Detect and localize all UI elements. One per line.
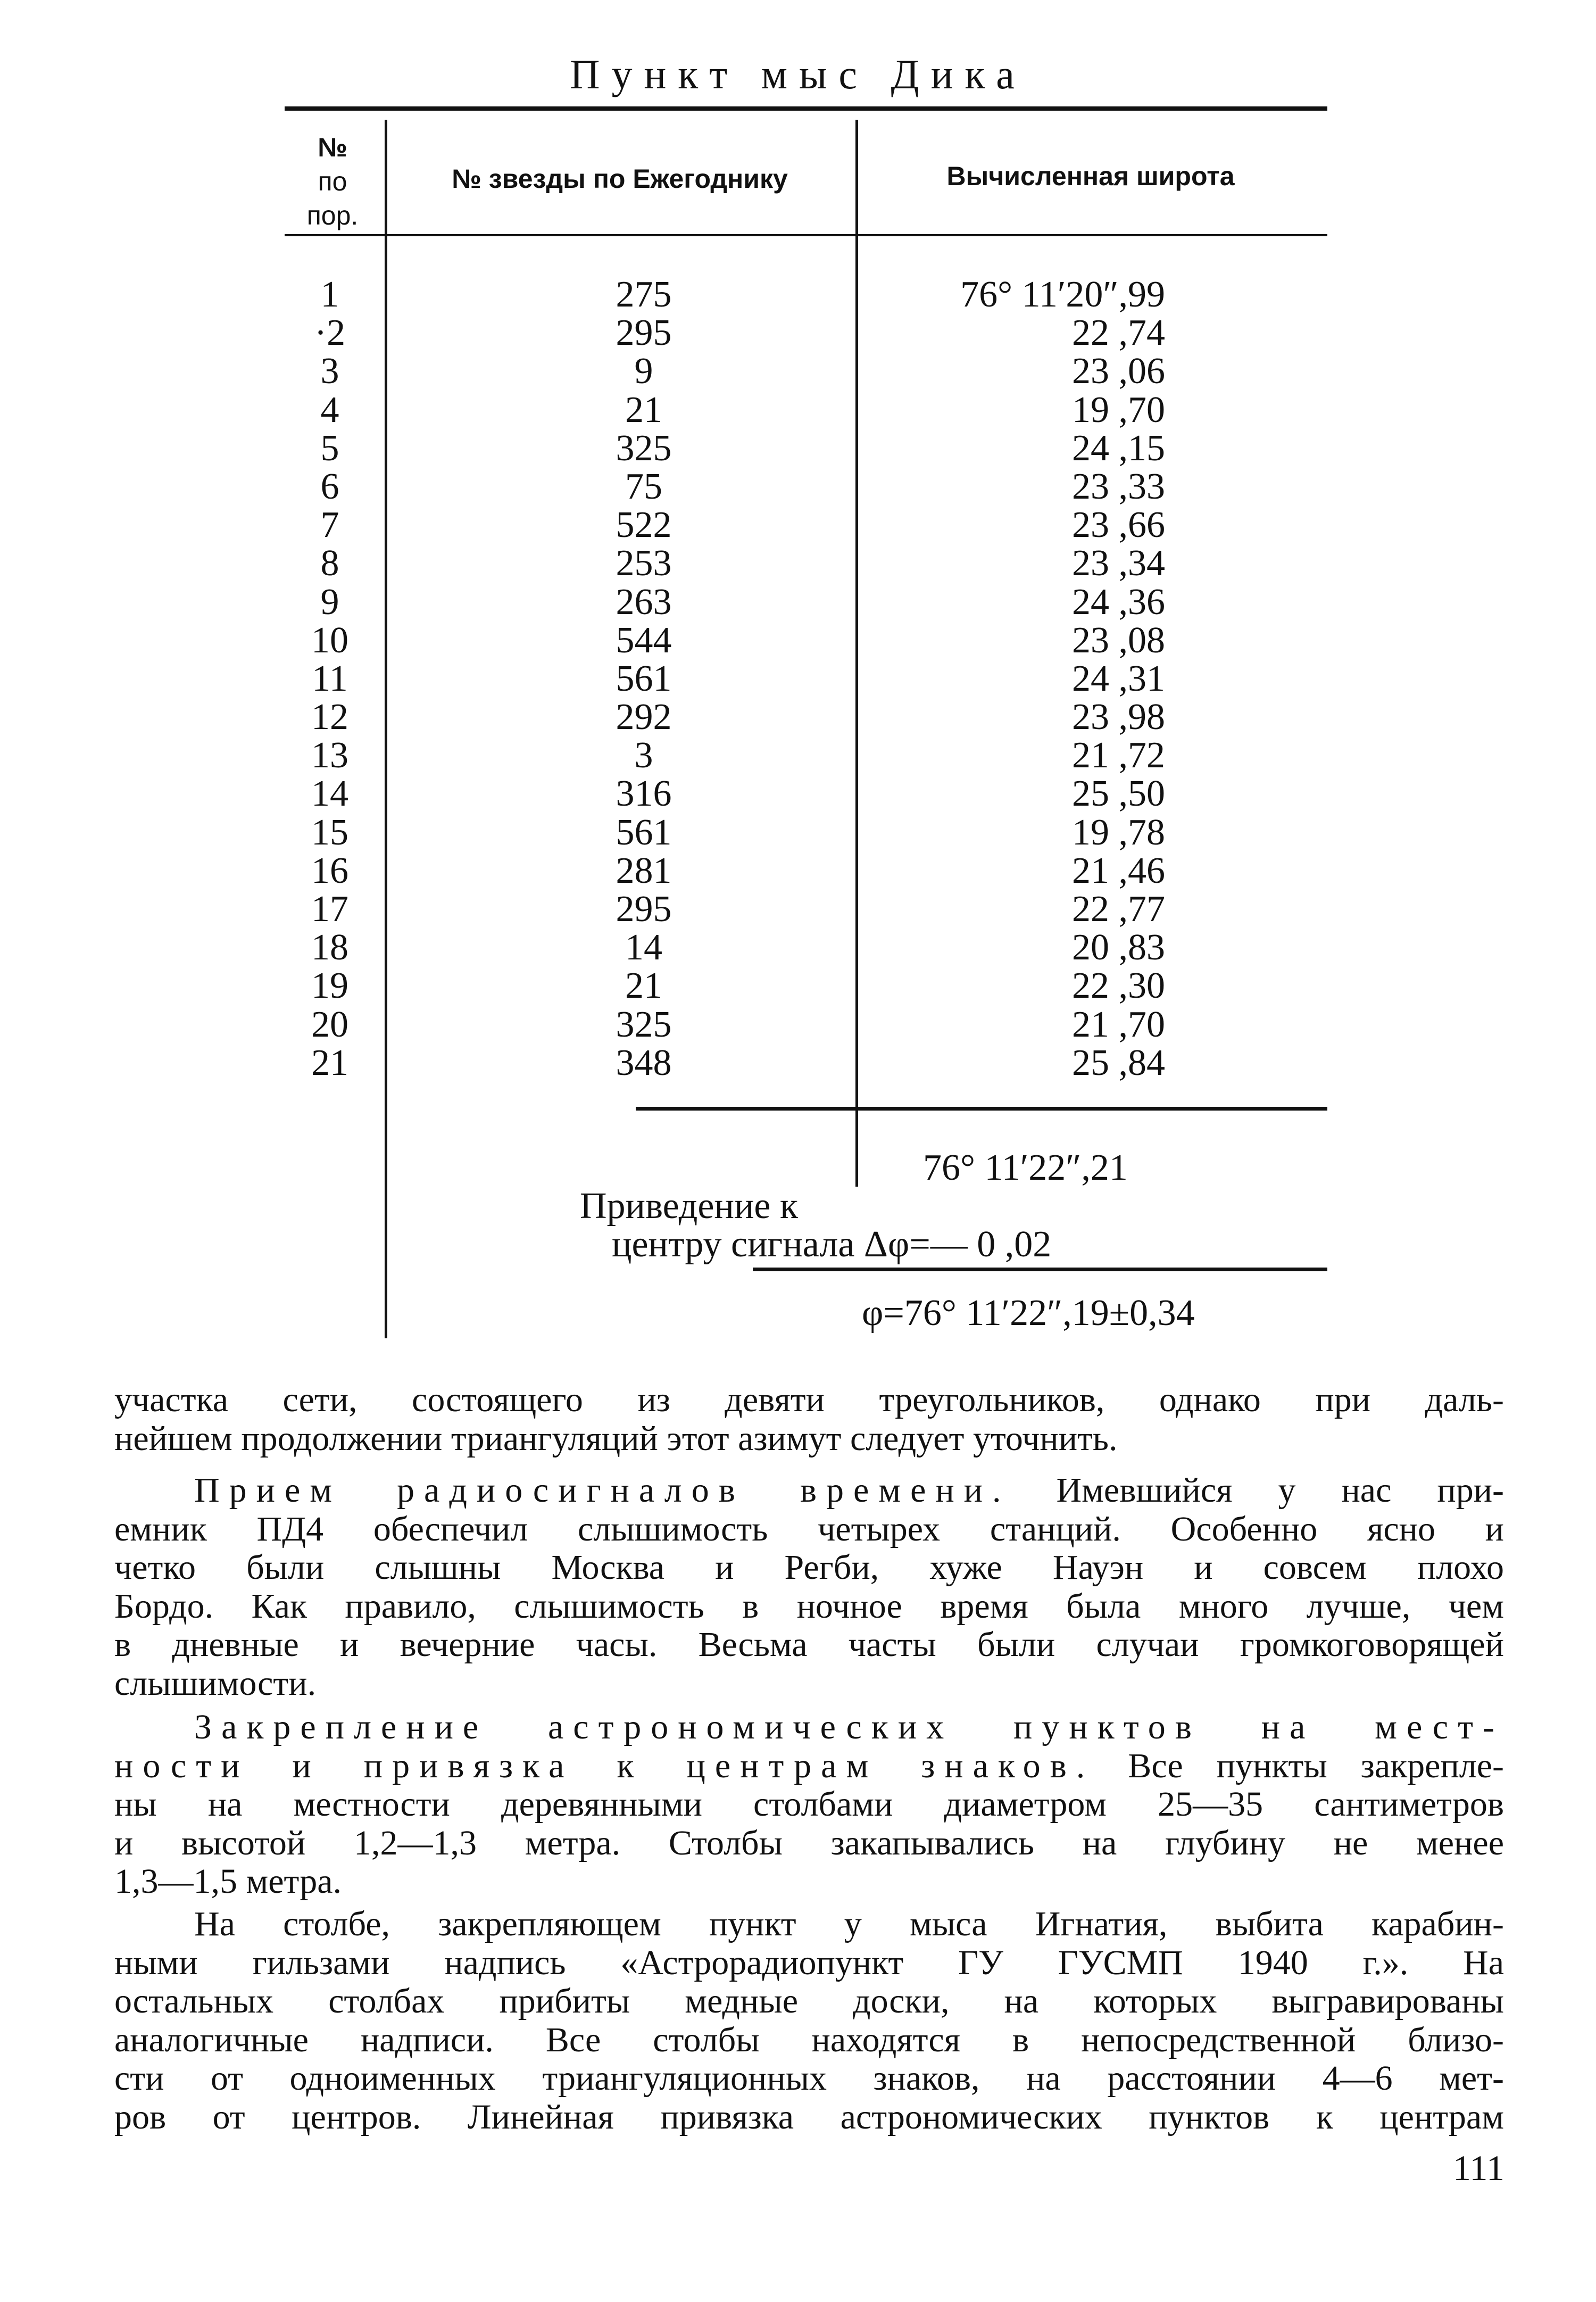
row-number: 3 [320, 351, 339, 392]
star-number: 561 [616, 812, 672, 853]
row-number: 10 [311, 619, 348, 661]
column-row-numbers [287, 276, 372, 1082]
table-top-rule [285, 106, 1327, 111]
reduction-label: Приведение к [580, 1186, 798, 1227]
star-number: 325 [616, 1004, 672, 1045]
latitude-value: 20 ,83 [1072, 927, 1165, 968]
row-number: 14 [311, 773, 348, 815]
table-title: Пункт мыс Дика [570, 51, 1026, 97]
row-number: 9 [320, 581, 339, 623]
header-num [287, 130, 378, 233]
row-number: 19 [311, 965, 348, 1007]
text-line: емник ПД4 обеспечил слышимость четырех станций. Особенно ясно и [114, 1509, 1504, 1549]
latitude-value: 25 ,50 [1072, 773, 1165, 815]
page-number: 111 [1453, 2148, 1504, 2188]
star-number: 281 [616, 850, 672, 891]
col-divider-1 [385, 120, 387, 1338]
section-heading-radio: Прием радиосигналов времени. [194, 1471, 1011, 1510]
paragraph-pillars [114, 1905, 1504, 2137]
row-number: 1 [320, 274, 339, 315]
latitude-value: 21 ,72 [1072, 735, 1165, 776]
text-line: в дневные и вечерние часы. Весьма часты были случаи громкоговорящей [114, 1625, 1504, 1664]
text-line: слышимости. [114, 1663, 317, 1703]
star-number: 275 [616, 274, 672, 315]
star-number: 292 [616, 697, 672, 738]
latitude-value: 23 ,34 [1072, 543, 1165, 584]
latitude-value: 19 ,78 [1072, 812, 1165, 853]
latitude-value: 76° 11′20″,99 [960, 274, 1165, 315]
header-star: № звезды по Ежегоднику [452, 164, 788, 194]
row-number: 4 [320, 389, 339, 430]
row-number: 20 [311, 1004, 348, 1045]
star-number: 522 [616, 504, 672, 546]
star-number: 295 [616, 889, 672, 930]
header-num-line3: пор. [306, 201, 359, 230]
text-line: 1,3—1,5 метра. [114, 1862, 342, 1901]
final-latitude: φ=76° 11′22″,19±0,34 [862, 1293, 1195, 1334]
star-number: 561 [616, 658, 672, 699]
star-number: 3 [634, 735, 653, 776]
paragraph-1 [114, 1381, 1504, 1458]
text-fragment: Все пункты закрепле- [1128, 1746, 1504, 1785]
text-line: нейшем продолжении триангуляций этот азимут следует уточнить. [114, 1419, 1118, 1458]
paragraph-radio-signals [114, 1471, 1504, 1703]
text-line: На столбе, закрепляющем пункт у мыса Игнатия, выбита карабин- [194, 1904, 1504, 1943]
text-line: Бордо. Как правило, слышимость в ночное время была много лучше, чем [114, 1586, 1504, 1626]
latitude-value: 23 ,08 [1072, 619, 1165, 661]
section-heading-fixing-1: Закрепление астрономических пунктов на мест- [194, 1708, 1504, 1746]
latitude-value: 23 ,98 [1072, 697, 1165, 738]
text-line: сти от одноименных триангуляционных знаков, на расстоянии 4—6 мет- [114, 2059, 1504, 2098]
header-latitude: Вычисленная широта [946, 161, 1235, 191]
latitude-value: 22 ,74 [1072, 312, 1165, 354]
row-number: 11 [312, 658, 348, 699]
row-number: 12 [311, 697, 348, 738]
star-number: 9 [634, 351, 653, 392]
latitude-value: 24 ,31 [1072, 658, 1165, 699]
header-num-line1: № [318, 133, 347, 162]
latitude-value: 19 ,70 [1072, 389, 1165, 430]
text-line [114, 1471, 1504, 1510]
star-number: 263 [616, 581, 672, 623]
sum-rule [636, 1107, 1327, 1111]
row-number: 5 [320, 427, 339, 469]
latitude-value: 23 ,33 [1072, 466, 1165, 507]
column-latitudes [867, 276, 1165, 1082]
mean-latitude: 76° 11′22″,21 [923, 1147, 1128, 1188]
row-number: 7 [320, 504, 339, 546]
text-line: аналогичные надписи. Все столбы находятся в непосредственной близо- [114, 2020, 1504, 2059]
row-number: 17 [311, 889, 348, 930]
latitude-value: 24 ,36 [1072, 581, 1165, 623]
row-number: 6 [320, 466, 339, 507]
star-number: 544 [616, 619, 672, 661]
result-rule [753, 1268, 1327, 1271]
latitude-value: 21 ,46 [1072, 850, 1165, 891]
column-star-numbers [569, 276, 718, 1082]
text-line: четко были слышны Москва и Регби, хуже Науэн и совсем плохо [114, 1548, 1504, 1587]
header-num-line2: по [318, 167, 347, 196]
star-number: 21 [625, 965, 662, 1007]
section-heading-fixing-2: ности и привязка к центрам знаков. [114, 1746, 1095, 1785]
text-fragment: Имевшийся у нас при- [1056, 1471, 1504, 1510]
star-number: 348 [616, 1042, 672, 1083]
star-number: 325 [616, 427, 672, 469]
latitude-value: 22 ,30 [1072, 965, 1165, 1007]
row-number: 8 [320, 543, 339, 584]
reduction-value: центру сигнала Δφ=— 0 ,02 [612, 1224, 1052, 1265]
star-number: 253 [616, 543, 672, 584]
star-number: 75 [625, 466, 662, 507]
text-line: ными гильзами надпись «Астрорадиопункт ГУ ГУСМП 1940 г.». На [114, 1943, 1504, 1982]
text-line: остальных столбах прибиты медные доски, на которых выгравированы [114, 1982, 1504, 2021]
text-line: ров от центров. Линейная привязка астрономических пунктов к центрам [114, 2097, 1504, 2137]
latitude-value: 23 ,66 [1072, 504, 1165, 546]
paragraph-fixing-points [114, 1708, 1504, 1901]
header-bottom-rule [285, 234, 1327, 236]
text-line: участка сети, состоящего из девяти треугольников, однако при даль- [114, 1380, 1504, 1419]
star-number: 316 [616, 773, 672, 815]
text-line [114, 1747, 1504, 1786]
col-divider-2 [855, 120, 858, 1187]
latitude-value: 25 ,84 [1072, 1042, 1165, 1083]
row-number: 21 [311, 1042, 348, 1083]
row-number: 18 [311, 927, 348, 968]
row-number: 13 [311, 735, 348, 776]
star-number: 14 [625, 927, 662, 968]
row-number: ·2 [314, 312, 346, 354]
latitude-value: 21 ,70 [1072, 1004, 1165, 1045]
star-number: 295 [616, 312, 672, 354]
latitude-value: 22 ,77 [1072, 889, 1165, 930]
latitude-value: 24 ,15 [1072, 427, 1165, 469]
latitude-value: 23 ,06 [1072, 351, 1165, 392]
text-line: ны на местности деревянными столбами диаметром 25—35 сантиметров [114, 1785, 1504, 1824]
row-number: 16 [311, 850, 348, 891]
star-number: 21 [625, 389, 662, 430]
text-line: и высотой 1,2—1,3 метра. Столбы закапывались на глубину не менее [114, 1823, 1504, 1862]
row-number: 15 [311, 812, 348, 853]
